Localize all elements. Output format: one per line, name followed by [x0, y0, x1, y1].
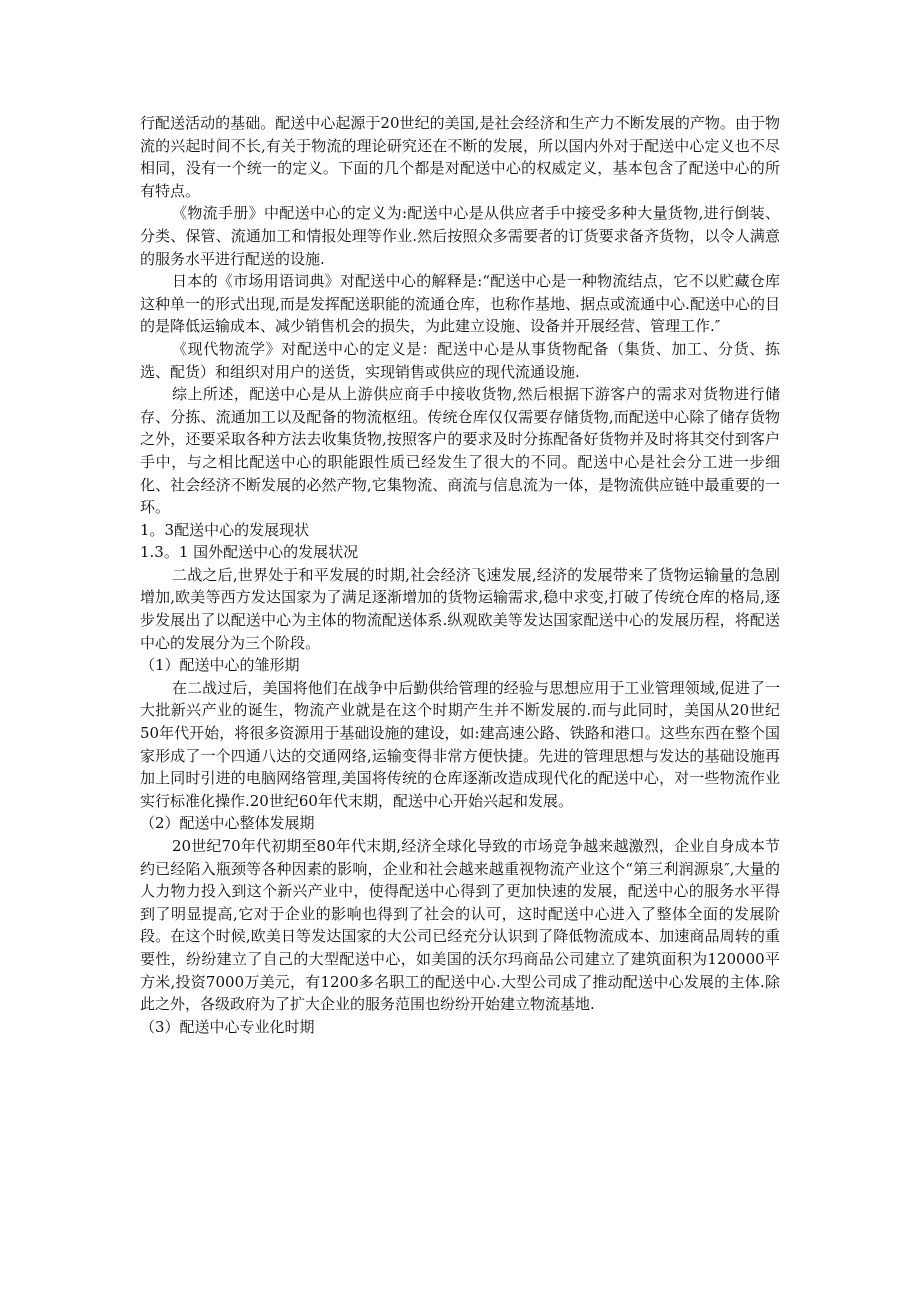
paragraph-definition-intro: 行配送活动的基础。配送中心起源于20世纪的美国,是社会经济和生产力不断发展的产物。由于物流的兴起时间不长,有关于物流的理论研究还在不断的发展，所以国内外对于配送中心定义也不尽相同，没有一个统一的定义。下面的几个都是对配送中心的权威定义，基本包含了配送中心的所有特点。 — [140, 114, 780, 200]
paragraph-embryonic-stage: 在二战过后，美国将他们在战争中后勤供给管理的经验与思想应用于工业管理领域,促进了一大批新兴产业的诞生，物流产业就是在这个时期产生并不断发展的.而与此同时，美国从20世纪50年代开始，将很多资源用于基础设施的建设，如:建高速公路、铁路和港口。这些东西在整个国家形成了一个四通八达的交通网络,运输变得非常方便快捷。先进的管理思想与发达的基础设施再加上同时引进的电脑网络管理,美国将传统的仓库逐渐改造成现代化的配送中心，对一些物流作业实行标准化操作.20世纪60年代末期，配送中心开始兴起和发展。 — [140, 678, 780, 810]
section-heading-1-3: 1。3配送中心的发展现状 — [140, 520, 310, 539]
paragraph-modern-logistics: 《现代物流学》对配送中心的定义是：配送中心是从事货物配备（集货、加工、分货、拣选、配货）和组织对用户的送货，实现销售或供应的现代流通设施. — [140, 339, 780, 381]
paragraph-postwar-development: 二战之后,世界处于和平发展的时期,社会经济飞速发展,经济的发展带来了货物运输量的急剧增加,欧美等西方发达国家为了满足逐渐增加的货物运输需求,稳中求变,打破了传统仓库的格局,逐步发展出了以配送中心为主体的物流配送体系.纵观欧美等发达国家配送中心的发展历程，将配送中心的发展分为三个阶段。 — [140, 565, 780, 652]
paragraph-logistics-handbook: 《物流手册》中配送中心的定义为:配送中心是从供应者手中接受多种大量货物,进行倒装、分类、保管、流通加工和情报处理等作业.然后按照众多需要者的订货要求备齐货物，以令人满意的服务水平进行配送的设施. — [140, 204, 780, 268]
stage-heading-embryonic: （1）配送中心的雏形期 — [140, 656, 300, 675]
document-page — [140, 112, 780, 1038]
stage-heading-overall-development: （2）配送中心整体发展期 — [140, 814, 315, 833]
paragraph-japanese-dictionary: 日本的《市场用语词典》对配送中心的解释是:“配送中心是一种物流结点，它不以贮藏仓库这种单一的形式出现,而是发挥配送职能的流通仓库，也称作基地、据点或流通中心.配送中心的目的是降低运输成本、减少销售机会的损失，为此建立设施、设备并开展经营、管理工作.″ — [140, 272, 780, 336]
paragraph-summary: 综上所述，配送中心是从上游供应商手中接收货物,然后根据下游客户的需求对货物进行储存、分拣、流通加工以及配备的物流枢纽。传统仓库仅仅需要存储货物,而配送中心除了储存货物之外，还要采取各种方法去收集货物,按照客户的要求及时分拣配备好货物并及时将其交付到客户手中，与之相比配送中心的职能跟性质已经发生了很大的不同。配送中心是社会分工进一步细化、社会经济不断发展的必然产物,它集物流、商流与信息流为一体，是物流供应链中最重要的一环。 — [140, 385, 780, 517]
stage-heading-specialization: （3）配送中心专业化时期 — [140, 1017, 315, 1036]
paragraph-overall-development: 20世纪70年代初期至80年代末期,经济全球化导致的市场竞争越来越激烈，企业自身成本节约已经陷入瓶颈等各种因素的影响，企业和社会越来越重视物流产业这个“第三利润源泉″,大量的人力物力投入到这个新兴产业中，使得配送中心得到了更加快速的发展，配送中心的服务水平得到了明显提高,它对于企业的影响也得到了社会的认可，这时配送中心进入了整体全面的发展阶段。在这个时候,欧美日等发达国家的大公司已经充分认识到了降低物流成本、加速商品周转的重要性，纷纷建立了自己的大型配送中心，如美国的沃尔玛商品公司建立了建筑面积为120000平方米,投资7000万美元，有1200多名职工的配送中心.大型公司成了推动配送中心发展的主体.除此之外，各级政府为了扩大企业的服务范围也纷纷开始建立物流基地. — [140, 837, 780, 1014]
section-heading-1-3-1: 1.3。1 国外配送中心的发展状况 — [140, 543, 359, 562]
